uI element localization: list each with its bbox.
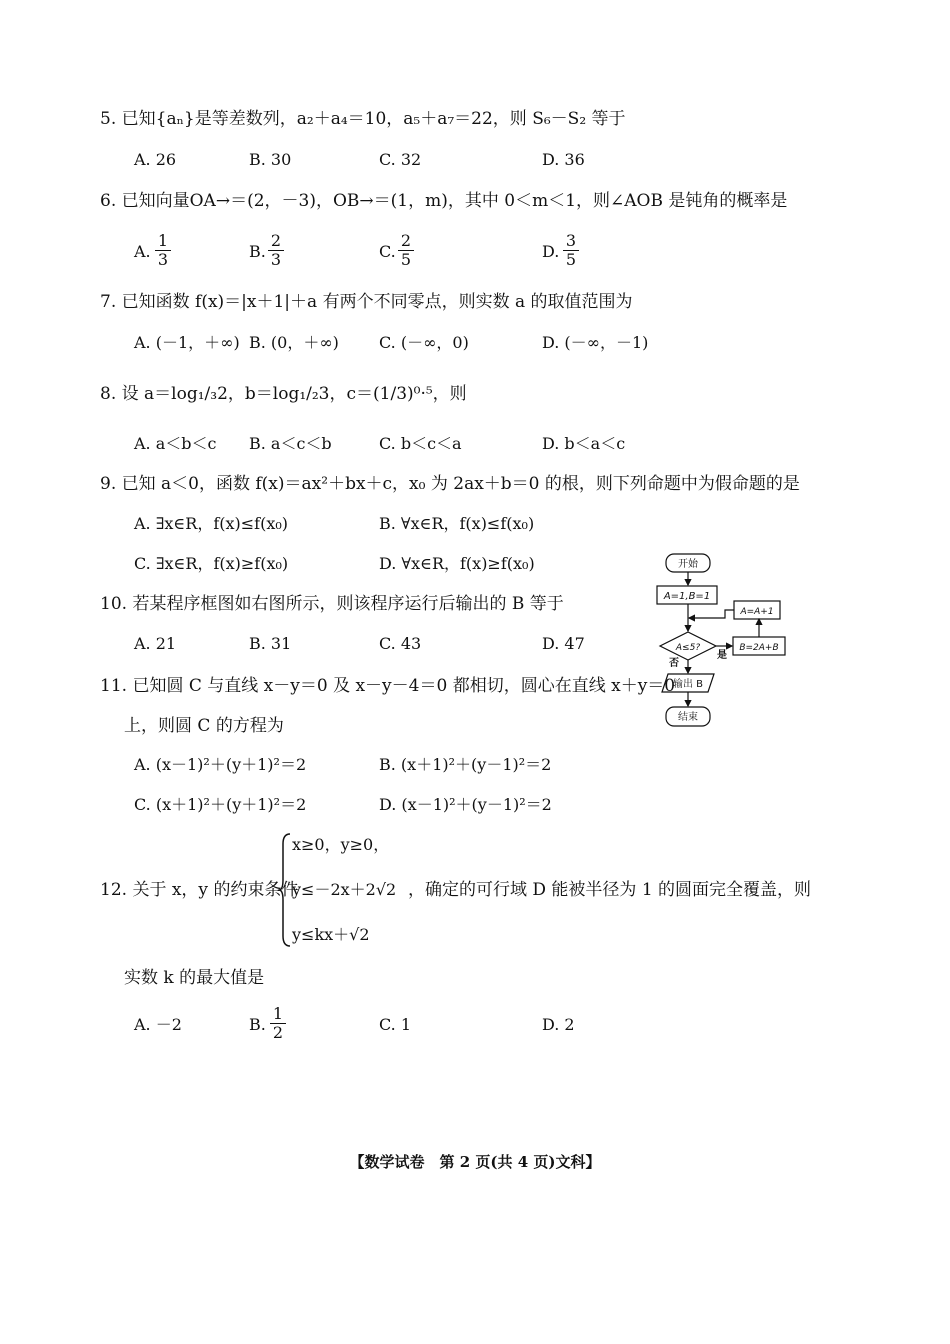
q12-constraint-1: x≥0，y≥0， <box>292 835 390 854</box>
q8-stem: 8. 设 a＝log₁/₃2，b＝log₁/₂3，c＝(1/3)⁰·⁵，则 <box>100 384 467 404</box>
q5-stem: 5. 已知{aₙ}是等差数列，a₂＋a₄＝10，a₅＋a₇＝22，则 S₆－S₂ 等于 <box>100 109 626 129</box>
flow-yes-label: 是 <box>717 650 727 661</box>
q12-stem-prefix: 12. 关于 x，y 的约束条件 <box>100 880 299 900</box>
q10-option-b: B. 31 <box>249 634 292 653</box>
q11-option-a: A. (x－1)²＋(y＋1)²＝2 <box>134 755 307 774</box>
q10-option-a: A. 21 <box>134 634 177 653</box>
q6-c-fraction: $\frac{2}{5}$ <box>398 232 414 269</box>
program-flowchart <box>646 552 788 730</box>
flow-condition-text: A≤5? <box>675 643 701 653</box>
flow-update-b-text: B=2A+B <box>739 643 779 653</box>
q9-option-a: A. ∃x∈R，f(x)≤f(x₀) <box>134 514 289 533</box>
q12-constraint-2: y≤－2x＋2√2 <box>292 880 397 899</box>
q12-constraint-3: y≤kx＋√2 <box>292 925 370 944</box>
q8-option-c: C. b＜c＜a <box>379 434 462 453</box>
q11-option-d: D. (x－1)²＋(y－1)²＝2 <box>379 795 552 814</box>
q7-option-a: A. (－1，＋∞) <box>134 333 240 352</box>
q9-stem: 9. 已知 a＜0，函数 f(x)＝ax²＋bx＋c，x₀ 为 2ax＋b＝0 的根，则下列命题中为假命题的是 <box>100 474 800 494</box>
q7-stem: 7. 已知函数 f(x)＝|x＋1|＋a 有两个不同零点，则实数 a 的取值范围为 <box>100 292 633 312</box>
q6-stem: 6. 已知向量OA→＝(2，－3)，OB→＝(1，m)，其中 0＜m＜1，则∠AOB 是钝角的概率是 <box>100 191 788 211</box>
q11-stem: 11. 已知圆 C 与直线 x－y＝0 及 x－y－4＝0 都相切，圆心在直线 x＋y＝0 <box>100 676 676 696</box>
page-footer: 【数学试卷 第 2 页(共 4 页)文科】 <box>349 1153 601 1171</box>
q7-option-d: D. (－∞，－1) <box>542 333 649 352</box>
q6-option-a: A. <box>134 242 151 261</box>
q6-option-d: D. <box>542 242 560 261</box>
q12-option-c: C. 1 <box>379 1015 412 1034</box>
q8-option-b: B. a＜c＜b <box>249 434 332 453</box>
constraint-brace <box>278 832 292 948</box>
q12-option-d: D. 2 <box>542 1015 575 1034</box>
q10-option-d: D. 47 <box>542 634 585 653</box>
flow-update-a-text: A=A+1 <box>740 607 774 617</box>
flow-end-text: 结束 <box>678 712 698 723</box>
q6-b-fraction: $\frac{2}{3}$ <box>268 232 284 269</box>
q9-option-d: D. ∀x∈R，f(x)≥f(x₀) <box>379 554 535 573</box>
flow-start-text: 开始 <box>678 559 698 570</box>
q5-option-d: D. 36 <box>542 150 585 169</box>
q10-option-c: C. 43 <box>379 634 422 653</box>
flow-no-label: 否 <box>669 658 679 669</box>
q12-option-a: A. －2 <box>134 1015 182 1034</box>
q12-stem-suffix: ，确定的可行域 D 能被半径为 1 的圆面完全覆盖，则 <box>408 880 812 900</box>
q6-option-c: C. <box>379 242 396 261</box>
q9-option-c: C. ∃x∈R，f(x)≥f(x₀) <box>134 554 289 573</box>
q6-a-fraction: $\frac{1}{3}$ <box>155 232 171 269</box>
q6-d-fraction: $\frac{3}{5}$ <box>563 232 579 269</box>
q8-option-d: D. b＜a＜c <box>542 434 626 453</box>
q11-option-b: B. (x＋1)²＋(y－1)²＝2 <box>379 755 552 774</box>
flow-output-text: 输出 B <box>672 679 704 690</box>
q6-option-b: B. <box>249 242 266 261</box>
q7-option-b: B. (0，＋∞) <box>249 333 339 352</box>
q9-option-b: B. ∀x∈R，f(x)≤f(x₀) <box>379 514 535 533</box>
q12-option-b: B. <box>249 1015 266 1034</box>
q12-stem-continued: 实数 k 的最大值是 <box>124 968 265 988</box>
q11-stem-continued: 上，则圆 C 的方程为 <box>124 716 284 736</box>
q5-option-c: C. 32 <box>379 150 422 169</box>
flow-init-text: A=1,B=1 <box>663 591 711 602</box>
q10-stem: 10. 若某程序框图如右图所示，则该程序运行后输出的 B 等于 <box>100 594 564 614</box>
q11-option-c: C. (x＋1)²＋(y＋1)²＝2 <box>134 795 307 814</box>
q7-option-c: C. (－∞，0) <box>379 333 469 352</box>
q8-option-a: A. a＜b＜c <box>134 434 217 453</box>
q5-option-a: A. 26 <box>134 150 177 169</box>
q5-option-b: B. 30 <box>249 150 292 169</box>
q12-b-fraction: $\frac{1}{2}$ <box>270 1005 286 1042</box>
